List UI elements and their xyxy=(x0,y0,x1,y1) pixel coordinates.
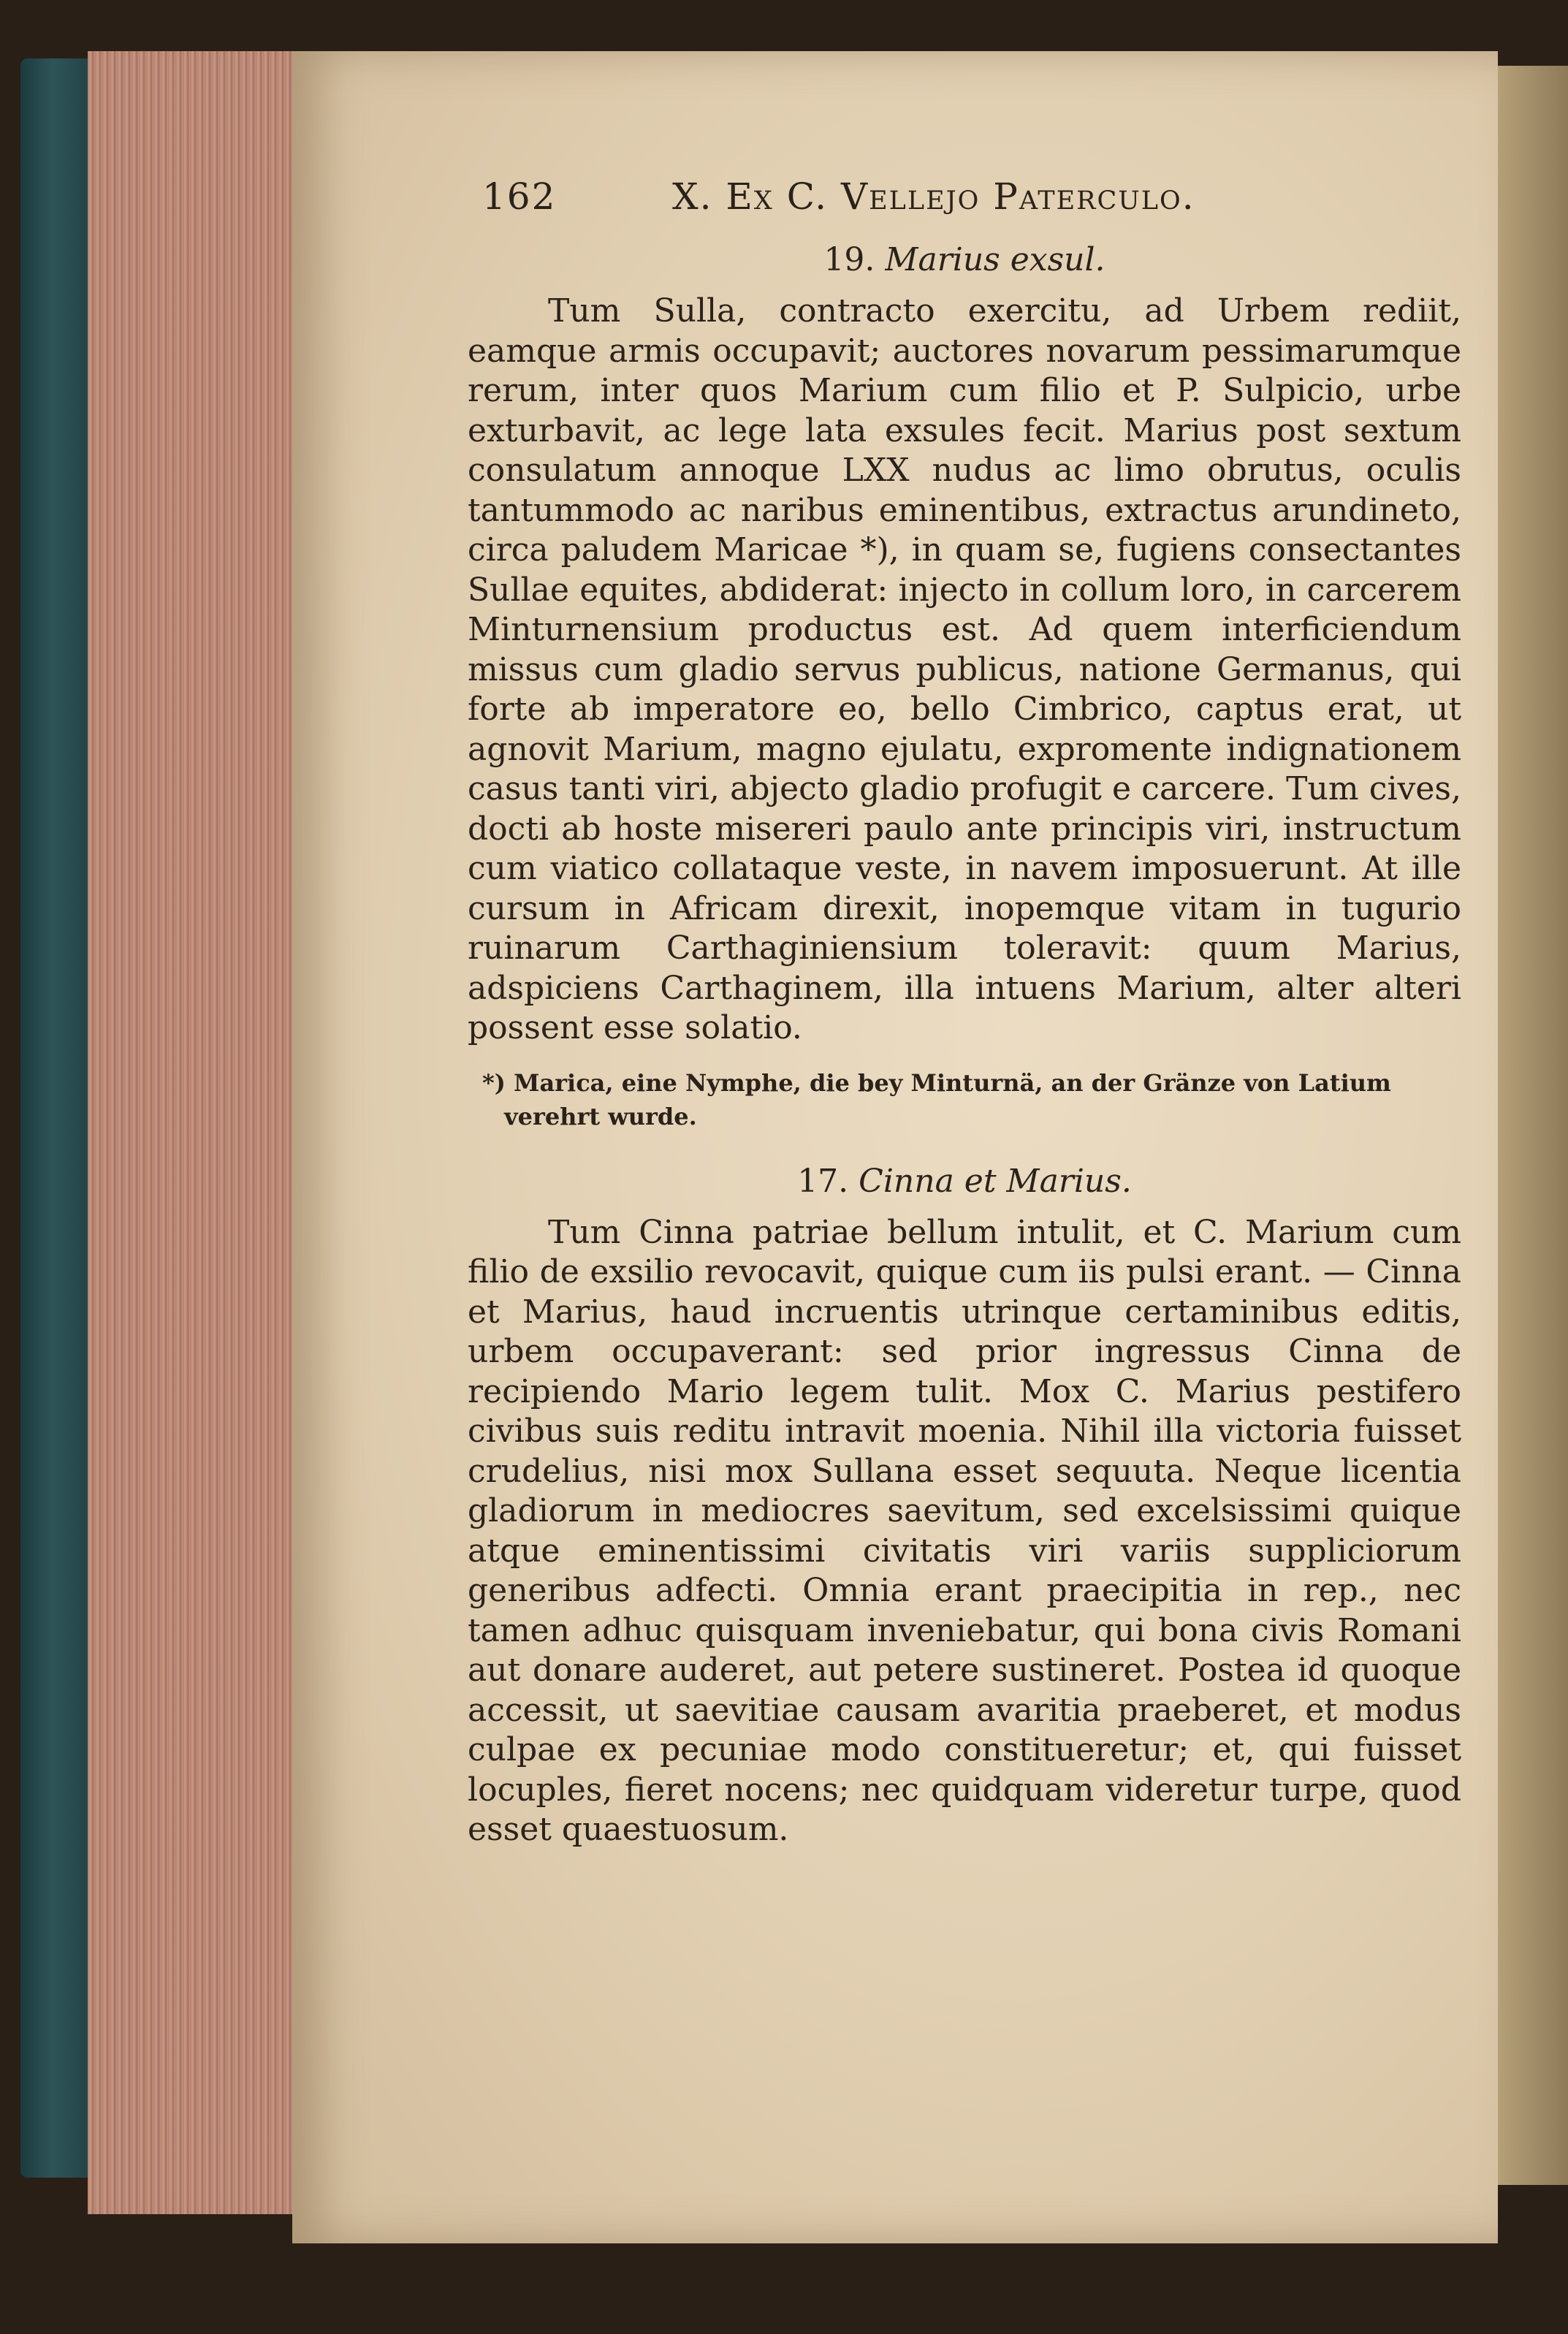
section-number: 19. xyxy=(823,241,875,278)
footnote: *) Marica, eine Nymphe, die bey Minturnä, an der Gränze von Latium verehrt wurde. xyxy=(482,1068,1391,1130)
running-head xyxy=(468,175,1461,241)
section-paragraph: Tum Sulla, contracto exercitu, ad Urbem rediit, eamque armis occupavit; auctores novarum pessimarumque rerum, inter quos Marium cum filio et P. Sulpicio, urbe exturbavit, ac lege lata exsules fecit. Marius post sextum consulatum annoque LXX nudus ac limo obrutus, oculis tantummodo ac naribus eminentibus, extractus arundineto, circa paludem Maricae *), in quam se, fugiens consectantes Sullae equites, abdiderat: injecto in collum loro, in carcerem Minturnensium productus est. Ad quem interficiendum missus cum gladio servus publicus, natione Germanus, qui forte ab imperatore eo, bello Cimbrico, captus erat, ut agnovit Marium, magno ejulatu, expromente indignationem casus tanti viri, abjecto gladio profugit e carcere. Tum cives, docti ab hoste misereri paulo ante principis viri, instructum cum viatico collataque veste, in navem imposuerunt. At ille cursum in Africam direxit, inopemque vitam in tugurio ruinarum Carthaginiensium toleravit: quum Marius, adspiciens Carthaginem, illa intuens Marium, alter alteri possent esse solatio. xyxy=(468,292,1461,1046)
section-heading xyxy=(468,241,1461,278)
page-content xyxy=(468,175,1461,1850)
section-title: Marius exsul. xyxy=(885,241,1105,278)
section-cinna-et-marius xyxy=(468,1163,1461,1850)
section-heading xyxy=(468,1163,1461,1200)
facing-page-edge xyxy=(1498,66,1568,2185)
section-number: 17. xyxy=(797,1162,849,1200)
page-number: 162 xyxy=(482,175,557,218)
section-paragraph: Tum Cinna patriae bellum intulit, et C. Marium cum filio de exsilio revocavit, quique cum iis pulsi erant. — Cinna et Marius, haud incruentis utrinque certaminibus editis, urbem occupaverant: sed prior ingressus Cinna de recipiendo Mario legem tulit. Mox C. Marius pestifero civibus suis reditu intravit moenia. Nihil illa victoria fuisset crudelius, nisi mox Sullana esset sequuta. Neque licentia gladiorum in mediocres saevitum, sed excelsissimi quique atque eminentissimi civitatis viri variis suppliciorum generibus adfecti. Omnia erant praecipitia in rep., nec tamen adhuc quisquam inveniebatur, qui bona civis Romani aut donare auderet, aut petere sustineret. Postea id quoque accessit, ut saevitiae causam avaritia praeberet, et modus culpae ex pecuniae modo constitueretur; et, qui fuisset locuples, fieret nocens; nec quidquam videretur turpe, quod esset quaestuosum. xyxy=(468,1213,1461,1848)
section-marius-exsul xyxy=(468,241,1461,1133)
running-title: X. Ex C. Vellejo Paterculo. xyxy=(672,175,1195,218)
section-title: Cinna et Marius. xyxy=(859,1162,1132,1200)
page-edges xyxy=(88,51,307,2214)
